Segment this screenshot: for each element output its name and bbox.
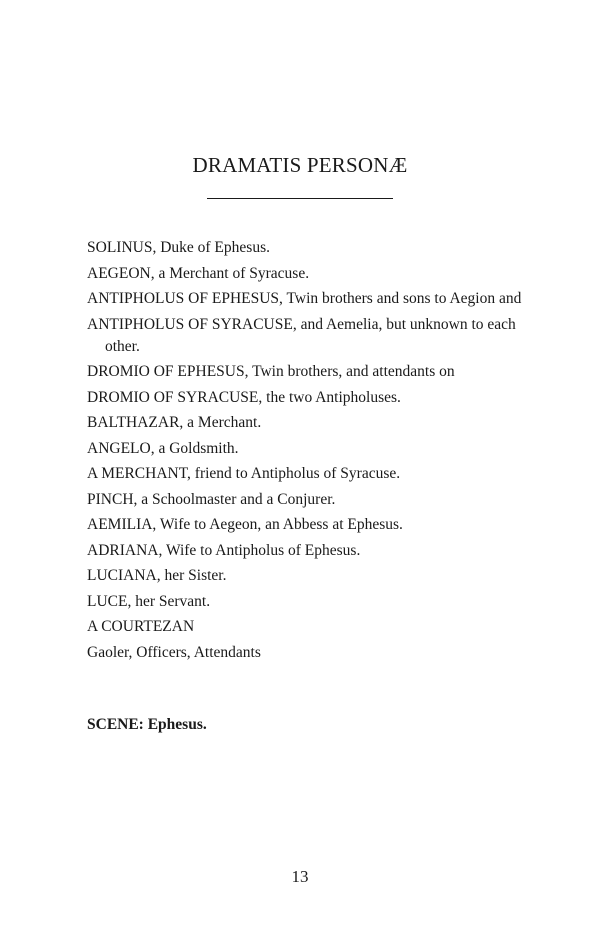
character-entry: DROMIO OF SYRACUSE, the two Antipholuses. — [87, 388, 401, 406]
character-entry: A COURTEZAN — [87, 618, 195, 635]
page-number: 13 — [291, 867, 309, 886]
character-entry: AEGEON, a Merchant of Syracuse. — [87, 264, 310, 282]
character-entry: AEMILIA, Wife to Aegeon, an Abbess at Ephesus. — [87, 516, 403, 533]
character-entry: ADRIANA, Wife to Antipholus of Ephesus. — [87, 541, 361, 559]
scene-heading: SCENE: Ephesus. — [87, 716, 207, 733]
character-entry: PINCH, a Schoolmaster and a Conjurer. — [87, 490, 336, 508]
character-entry: LUCIANA, her Sister. — [87, 567, 227, 584]
character-entry: ANTIPHOLUS OF SYRACUSE, and Aemelia, but unknown to each other. — [87, 315, 516, 355]
title-underline-rule — [207, 198, 393, 199]
character-entry: BALTHAZAR, a Merchant. — [87, 414, 262, 431]
character-entry: DROMIO OF EPHESUS, Twin brothers, and attendants on — [87, 363, 455, 380]
character-entry: SOLINUS, Duke of Ephesus. — [87, 239, 270, 256]
character-entry: ANGELO, a Goldsmith. — [87, 439, 239, 457]
character-entry: ANTIPHOLUS OF EPHESUS, Twin brothers and sons to Aegion and — [87, 290, 522, 307]
character-entry: LUCE, her Servant. — [87, 592, 211, 610]
character-entry: Gaoler, Officers, Attendants — [87, 643, 261, 661]
dramatis-personae-list — [87, 237, 527, 667]
character-entry: A MERCHANT, friend to Antipholus of Syracuse. — [87, 465, 401, 482]
page-title: DRAMATIS PERSONÆ — [192, 153, 408, 177]
